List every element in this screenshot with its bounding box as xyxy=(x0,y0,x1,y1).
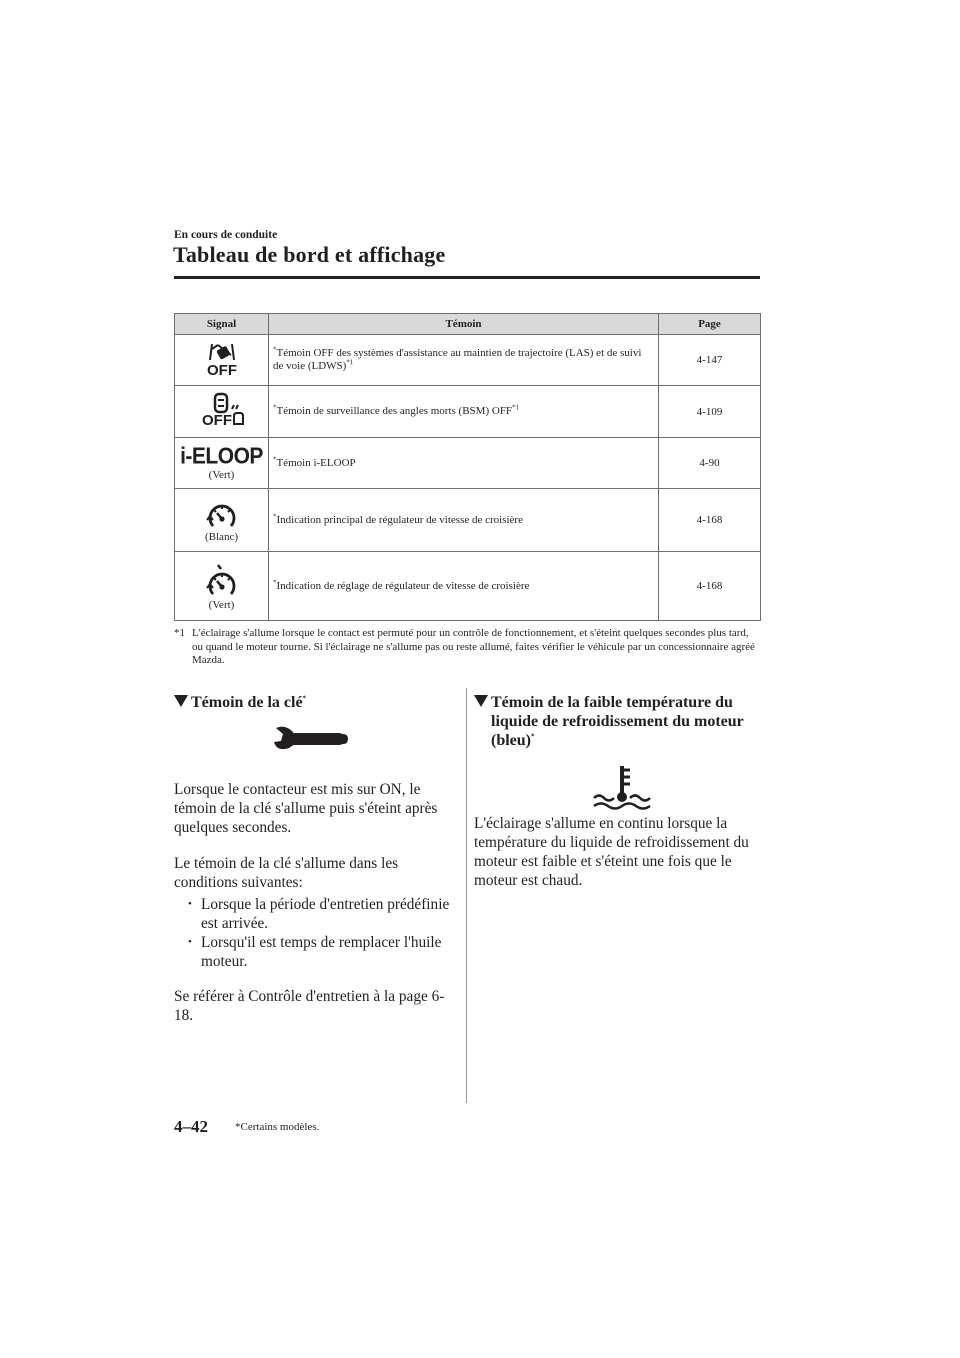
asterisk: * xyxy=(273,345,277,354)
asterisk: * xyxy=(273,577,277,586)
heading-text: Témoin de la faible température du liquide de refroidissement du moteur (bleu) xyxy=(491,694,744,749)
list-item: • Lorsqu'il est temps de remplacer l'huile moteur. xyxy=(188,933,454,971)
column-divider xyxy=(466,688,467,1103)
page-title: Tableau de bord et affichage xyxy=(173,242,446,267)
table-row xyxy=(175,489,761,552)
temoin-cell xyxy=(269,335,659,386)
icon-area xyxy=(474,750,760,812)
asterisk: * xyxy=(302,694,307,703)
page-number: 4–42 xyxy=(174,1117,208,1136)
table-row xyxy=(175,335,761,386)
section-heading xyxy=(474,693,760,750)
signal-cell xyxy=(175,438,269,489)
footnote-ref: *1 xyxy=(346,358,354,367)
signal-color-note: (Blanc) xyxy=(205,530,238,543)
paragraph: Se référer à Contrôle d'entretien à la page 6-18. xyxy=(174,988,445,1024)
temoin-text: Indication de réglage de régulateur de vitesse de croisière xyxy=(276,579,530,592)
table-row xyxy=(175,386,761,438)
signal-cell xyxy=(175,552,269,621)
svg-text:OFF: OFF xyxy=(201,412,232,428)
signal-color-note: (Vert) xyxy=(208,468,235,481)
col-header-temoin: Témoin xyxy=(269,314,659,335)
temoin-text: Témoin i-ELOOP xyxy=(276,456,356,469)
temoin-cell xyxy=(269,552,659,621)
triangle-bullet-icon xyxy=(474,695,488,707)
section-label: En cours de conduite xyxy=(174,229,278,241)
signal-color-note: (Vert) xyxy=(208,598,235,611)
footer-note: *Certains modèles. xyxy=(235,1121,320,1133)
list-item: • Lorsque la période d'entretien prédéfinie est arrivée. xyxy=(188,895,454,933)
signal-cell xyxy=(175,335,269,386)
lane-assist-off-icon xyxy=(204,341,240,377)
triangle-bullet-icon xyxy=(174,695,188,707)
svg-text:OFF: OFF xyxy=(206,361,237,377)
table-header-row xyxy=(175,314,761,335)
page-cell: 4-90 xyxy=(659,438,761,489)
paragraph: L'éclairage s'allume en continu lorsque la température du liquide de refroidissement du moteur est faible et s'éteint une fois que le moteur est chaud. xyxy=(474,815,749,889)
footnote-text: L'éclairage s'allume lorsque le contact est permuté pour un contrôle de fonctionnement, et s'éteint quelques secondes plus tard, ou quand le moteur tourne. Si l'éclairage ne s'allume pas ou reste allumé, faites vérifier le véhicule par un concessionnaire agréé Mazda. xyxy=(192,627,755,666)
asterisk: * xyxy=(531,732,535,741)
page-cell: 4-168 xyxy=(659,552,761,621)
page-cell: 4-168 xyxy=(659,489,761,552)
coolant-warning-section xyxy=(474,693,760,890)
page-cell: 4-147 xyxy=(659,335,761,386)
temoin-cell xyxy=(269,438,659,489)
section-heading xyxy=(174,693,454,712)
coolant-temperature-icon xyxy=(592,764,652,812)
title-rule xyxy=(174,276,760,279)
table-row xyxy=(175,552,761,621)
paragraph: Le témoin de la clé s'allume dans les conditions suivantes: xyxy=(174,855,399,891)
table-footnote xyxy=(174,627,760,668)
temoin-text: Indication principal de régulateur de vitesse de croisière xyxy=(276,513,523,526)
signals-table xyxy=(174,313,761,621)
footnote-mark: *1 xyxy=(174,627,185,639)
cruise-control-main-icon xyxy=(206,500,238,530)
paragraph: Lorsque le contacteur est mis sur ON, le témoin de la clé s'allume puis s'éteint après quelques secondes. xyxy=(174,781,438,836)
temoin-cell xyxy=(269,489,659,552)
temoin-text: Témoin OFF des systèmes d'assistance au maintien de trajectoire (LAS) et de suivi de voie (LDWS) xyxy=(273,347,642,372)
cruise-control-set-icon xyxy=(206,564,238,598)
temoin-cell xyxy=(269,386,659,438)
col-header-page: Page xyxy=(659,314,761,335)
asterisk: * xyxy=(273,403,277,412)
col-header-signal: Signal xyxy=(175,314,269,335)
signal-cell xyxy=(175,489,269,552)
footnote-ref: *1 xyxy=(512,403,520,412)
conditions-list xyxy=(174,895,454,971)
asterisk: * xyxy=(273,511,277,520)
heading-text: Témoin de la clé xyxy=(191,694,303,711)
signal-cell xyxy=(175,386,269,438)
wrench-warning-section xyxy=(174,693,454,1025)
asterisk: * xyxy=(273,454,277,463)
temoin-text: Témoin de surveillance des angles morts (BSM) OFF xyxy=(276,405,513,417)
table-row xyxy=(175,438,761,489)
bsm-off-icon xyxy=(200,392,244,428)
page-cell: 4-109 xyxy=(659,386,761,438)
icon-area xyxy=(174,712,454,762)
i-eloop-icon: i-ELOOP xyxy=(180,443,263,469)
wrench-icon xyxy=(271,724,349,754)
